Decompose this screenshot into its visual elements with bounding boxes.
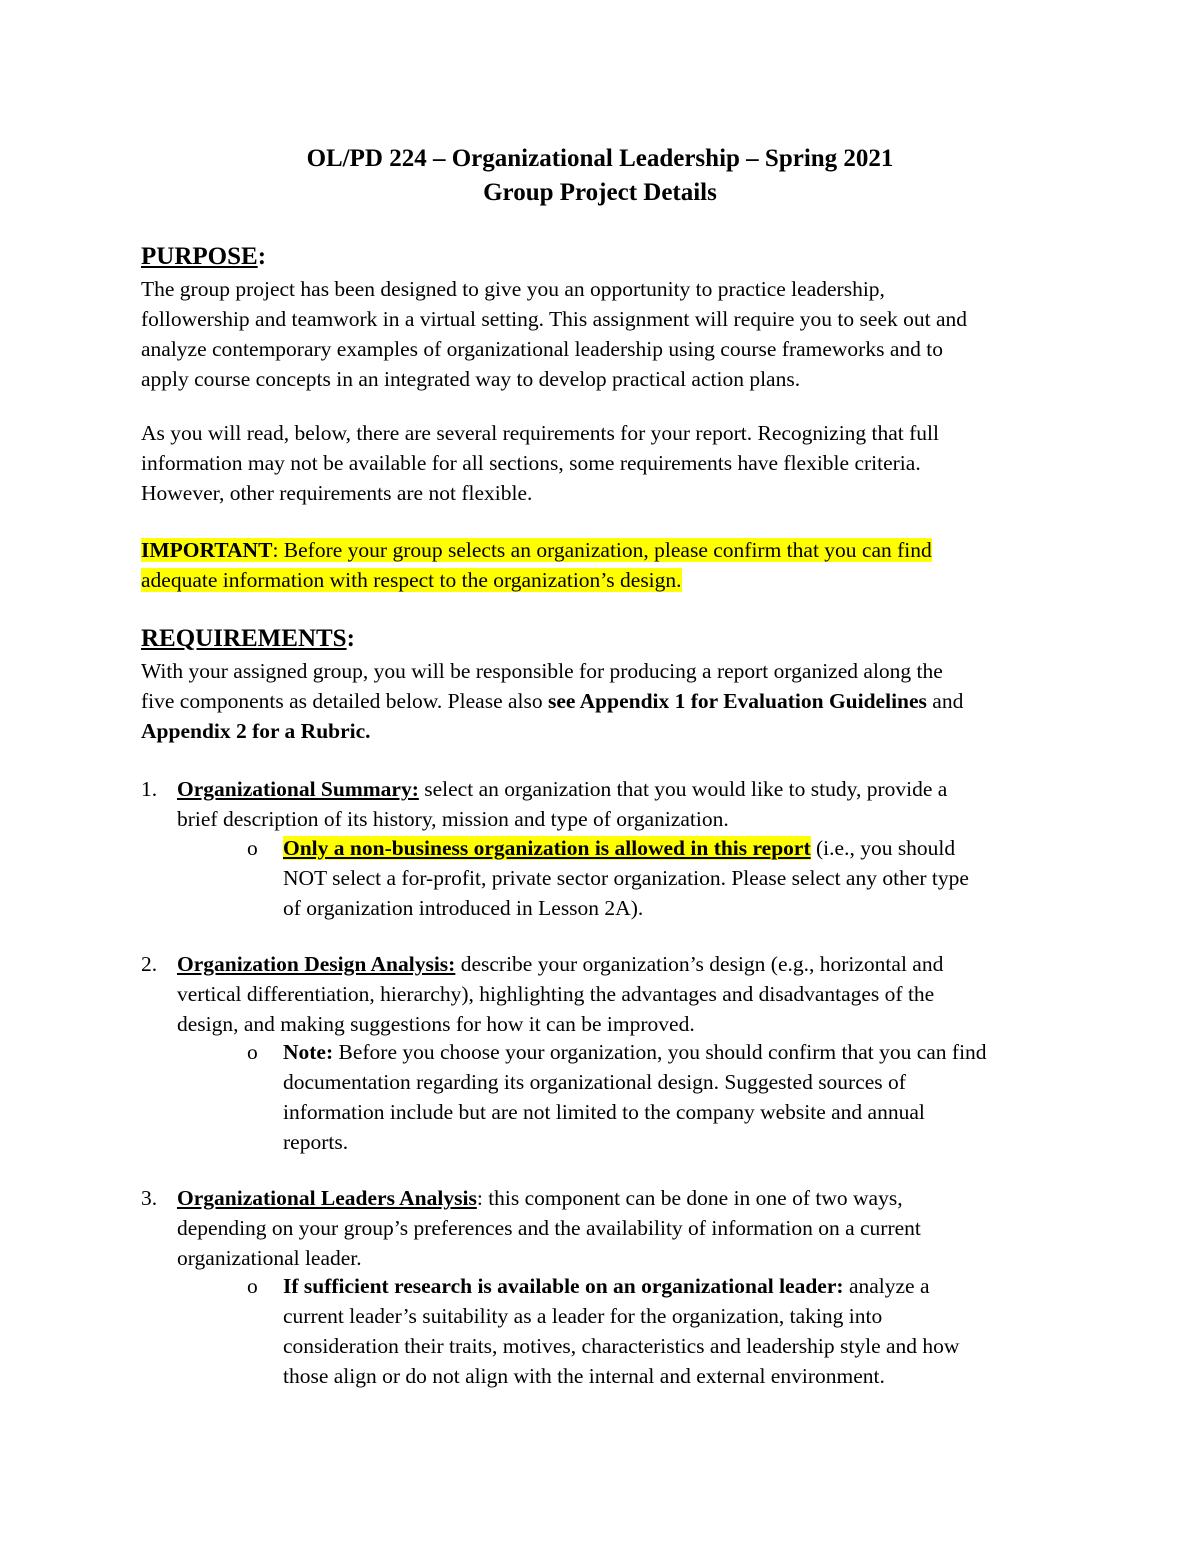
sub-list-item: Only a non-business organization is allowed in this report (i.e., you should NOT select a for-profit, private sector organization. Please select any other type of organization introduced in Lesson 2A).	[283, 836, 969, 920]
purpose-paragraph: The group project has been designed to give you an opportunity to practice leadership, followership and teamwork in a virtual setting. This assignment will require you to seek out and analyze contemporary examples of organizational leadership using course frameworks and to apply course concepts in an integrated way to develop practical action plans.	[141, 277, 967, 391]
page-title: OL/PD 224 – Organizational Leadership – Spring 2021	[306, 145, 894, 172]
bullet-marker: o	[247, 1040, 258, 1064]
list-item: Organizational Summary: select an organization that you would like to study, provide a brief description of its history, mission and type of organization.	[177, 777, 948, 831]
list-item-number: 2.	[141, 952, 158, 976]
item-title: Organization Design Analysis:	[177, 952, 456, 976]
list-item-number: 1.	[141, 777, 158, 801]
purpose-paragraph-2: As you will read, below, there are several requirements for your report. Recognizing that full information may not be available for all sections, some requirements have flexible criteria. However, other requirements are not flexible.	[141, 421, 940, 505]
item-title: Organizational Summary:	[177, 777, 419, 801]
list-item-number: 3.	[141, 1186, 158, 1210]
highlighted-requirement: Only a non-business organization is allowed in this report	[283, 836, 811, 860]
important-label: IMPORTANT	[141, 538, 273, 562]
important-note: IMPORTANT: Before your group selects an organization, please confirm that you can find adequate information with respect to the organization’s design.	[141, 538, 932, 592]
purpose-heading: PURPOSE:	[141, 243, 267, 270]
bullet-marker: o	[247, 1274, 258, 1298]
requirements-intro: With your assigned group, you will be responsible for producing a report organized along the five components as detailed below. Please also see Appendix 1 for Evaluation Guidelines and Appendix 2 for a Rubric.	[141, 659, 964, 743]
sub-list-item: Note: Before you choose your organization, you should confirm that you can find documentation regarding its organizational design. Suggested sources of information include but are not limited to the company website and annual reports.	[283, 1040, 987, 1154]
list-item: Organizational Leaders Analysis: this component can be done in one of two ways, depending on your group’s preferences and the availability of information on a current organizational leader.	[177, 1186, 921, 1270]
page-subtitle: Group Project Details	[483, 179, 717, 206]
sub-list-item: If sufficient research is available on an organizational leader: analyze a current leader’s suitability as a leader for the organization, taking into consideration their traits, motives, characteristics and leadership style and how those align or do not align with the internal and external environment.	[283, 1274, 960, 1388]
item-title: Organizational Leaders Analysis	[177, 1186, 477, 1210]
requirements-heading: REQUIREMENTS:	[141, 625, 355, 652]
bullet-marker: o	[247, 836, 258, 860]
list-item: Organization Design Analysis: describe your organization’s design (e.g., horizontal and vertical differentiation, hierarchy), highlighting the advantages and disadvantages of the design, and making suggestions for how it can be improved.	[177, 952, 944, 1036]
